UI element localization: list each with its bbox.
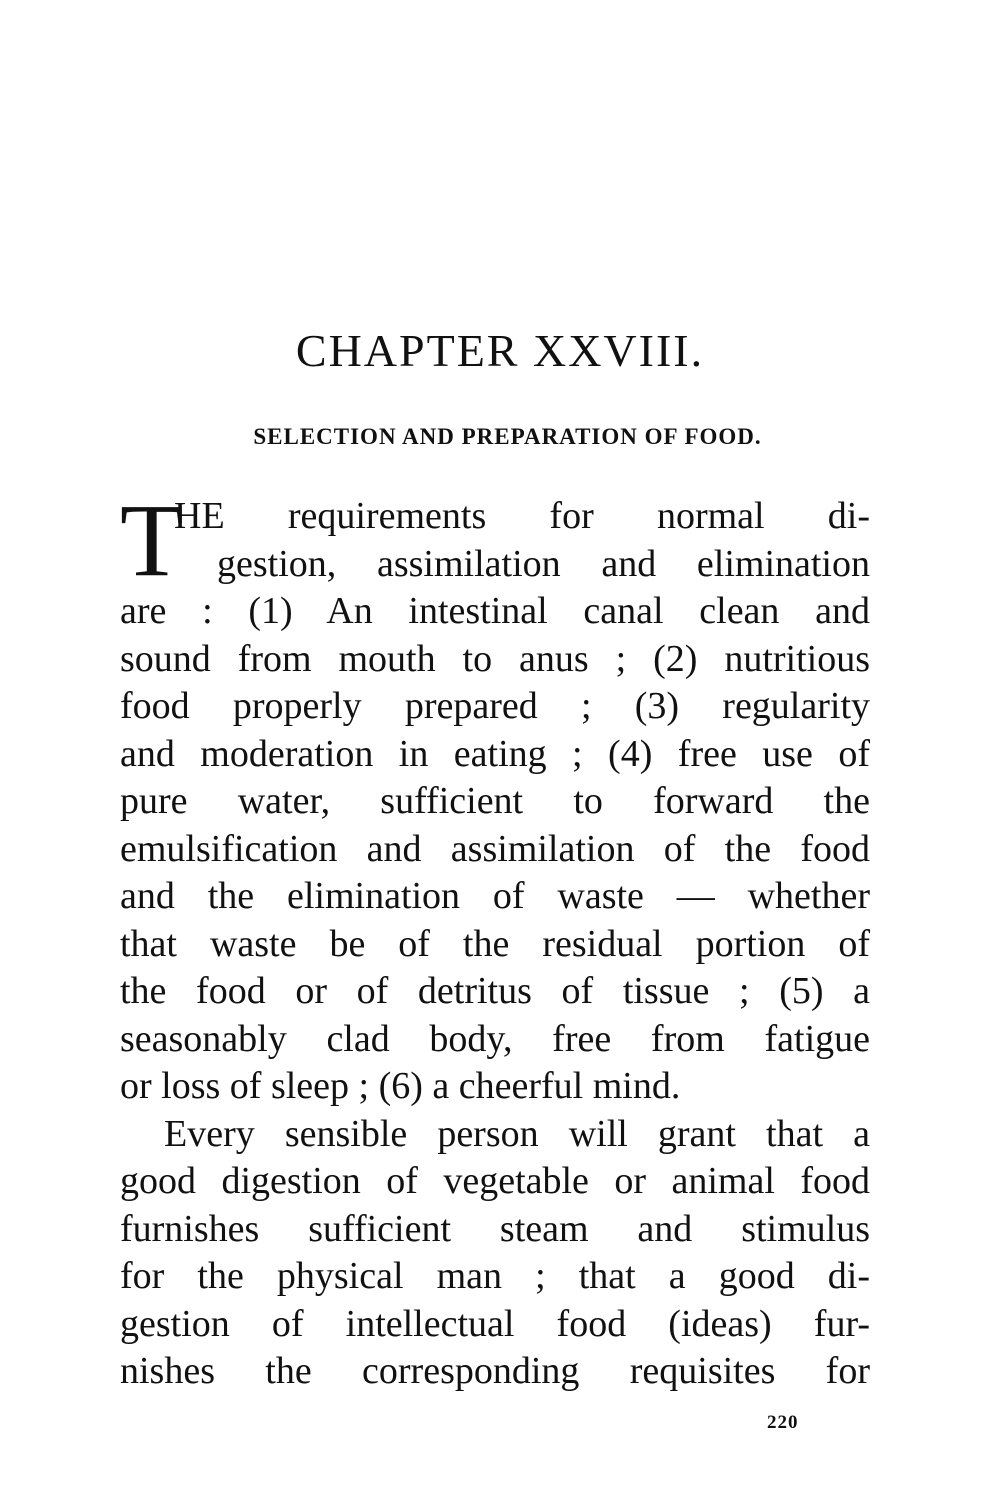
chapter-body [120,483,870,1396]
text-line: seasonably clad body, free from fatigue [120,1017,870,1060]
text-line: nishes the corresponding requisites for [120,1350,870,1392]
text-line: and moderation in eating ; (4) free use of [120,732,870,775]
text-line: are : (1) An intestinal canal clean and [120,590,870,632]
drop-cap: T [120,483,184,598]
text-line: furnishes sufficient steam and stimulus [120,1207,870,1250]
text-line: emulsification and assimilation of the food [120,827,870,870]
page-number: 220 [767,1412,799,1433]
text-line: gestion, assimilation and elimination [217,542,870,585]
text-line: for the physical man ; that a good di- [120,1255,870,1297]
text-line: food properly prepared ; (3) regularity [120,685,870,727]
text-line: that waste be of the residual portion of [120,922,870,965]
text-line: Every sensible person will grant that a [164,1112,870,1155]
text-line: gestion of intellectual food (ideas) fur- [120,1302,870,1345]
text-line: sound from mouth to anus ; (2) nutritious [120,637,870,680]
text-line: HE requirements for normal di- [174,495,870,537]
text-line: and the elimination of waste — whether [120,875,870,917]
text-line: the food or of detritus of tissue ; (5) a [120,970,870,1012]
chapter-title: CHAPTER XXVIII. [295,325,705,376]
text-line: or loss of sleep ; (6) a cheerful mind. [120,1065,681,1107]
text-line: good digestion of vegetable or animal food [120,1160,870,1202]
chapter-subtitle: SELECTION AND PREPARATION OF FOOD. [253,424,762,449]
text-line: pure water, sufficient to forward the [120,780,870,822]
